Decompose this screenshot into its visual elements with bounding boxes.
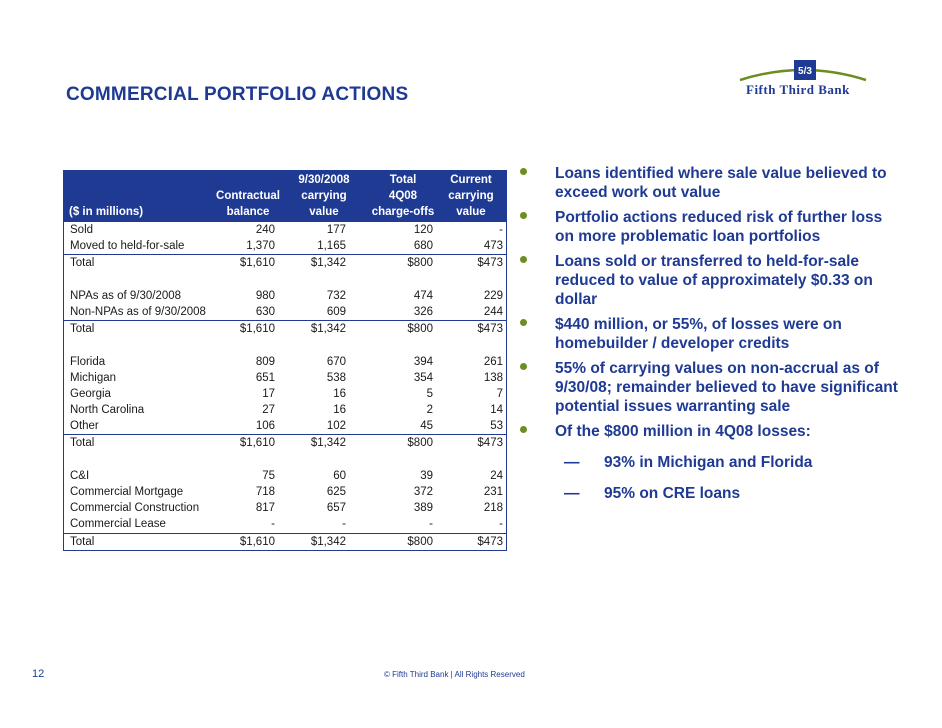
cell-value: $1,342 [310, 437, 346, 450]
table-total-row [63, 434, 507, 451]
bullet-dot-icon [520, 363, 527, 370]
cell-value: 1,165 [317, 240, 346, 253]
cell-value: 106 [255, 420, 275, 433]
table-row [63, 370, 507, 386]
bullet-text: Loans identified where sale value believed to exceed work out value [555, 165, 887, 201]
cell-value: 60 [333, 469, 346, 482]
bullet-dot-icon [520, 256, 527, 263]
bullet-dot-icon [520, 168, 527, 175]
row-label: Commercial Lease [70, 518, 166, 531]
header-units: ($ in millions) [69, 206, 144, 218]
cell-value: $800 [407, 323, 433, 336]
table-total-row [63, 320, 507, 337]
row-label: Florida [70, 355, 106, 368]
cell-value: 473 [483, 240, 503, 253]
cell-value: - [342, 518, 346, 531]
table-row [63, 500, 507, 516]
header-c1-l2: Contractual [216, 190, 280, 202]
cell-value: 244 [483, 305, 503, 318]
cell-value: 538 [326, 371, 346, 384]
cell-value: $1,610 [239, 257, 275, 270]
row-label: Total [70, 257, 95, 270]
table-row [63, 402, 507, 418]
cell-value: 16 [333, 404, 346, 417]
bullet-text: Portfolio actions reduced risk of further loss on more problematic loan portfolios [555, 209, 883, 245]
table-row [63, 516, 507, 532]
cell-value: $1,610 [239, 323, 275, 336]
bullet-item [520, 252, 900, 309]
table-row [63, 354, 507, 370]
logo-mark: 5/3 [798, 66, 812, 77]
table-row [63, 484, 507, 500]
bullet-text: 55% of carrying values on non-accrual as of 9/30/08; remainder believed to have significant potential issues warranting sale [555, 360, 898, 415]
cell-value: $800 [407, 437, 433, 450]
cell-value: 474 [413, 289, 433, 302]
sub-bullet-item [520, 453, 900, 472]
portfolio-table [63, 170, 507, 551]
bullet-item [520, 315, 900, 353]
cell-value: $1,610 [239, 535, 275, 548]
header-c1-l3: balance [226, 206, 270, 218]
table-row [63, 304, 507, 320]
cell-value: 120 [413, 224, 433, 236]
table-row [63, 288, 507, 304]
cell-value: 17 [262, 387, 275, 400]
cell-value: 16 [333, 387, 346, 400]
cell-value: 670 [326, 355, 346, 368]
header-c4-l3: value [456, 206, 486, 218]
cell-value: 218 [483, 502, 503, 515]
cell-value: $473 [477, 535, 503, 548]
cell-value: 651 [255, 371, 275, 384]
cell-value: - [429, 518, 433, 531]
cell-value: $473 [477, 437, 503, 450]
bullet-dot-icon [520, 426, 527, 433]
header-c2-l2: carrying [301, 190, 347, 202]
cell-value: 177 [326, 224, 346, 236]
cell-value: 389 [413, 502, 433, 515]
cell-value: 817 [255, 502, 275, 515]
dash-icon: — [564, 485, 580, 502]
table-row [63, 418, 507, 434]
cell-value: 609 [326, 305, 346, 318]
cell-value: 45 [420, 420, 433, 433]
cell-value: - [271, 518, 275, 531]
row-label: Commercial Mortgage [70, 486, 184, 498]
row-label: Total [70, 323, 95, 336]
header-c3-l3: charge-offs [371, 206, 435, 218]
row-label: Total [70, 437, 95, 450]
row-label: Sold [70, 224, 94, 236]
header-c2-l3: value [309, 206, 339, 218]
cell-value: 980 [255, 289, 275, 302]
page-title: COMMERCIAL PORTFOLIO ACTIONS [66, 84, 409, 105]
table-spacer [63, 337, 507, 353]
cell-value: $473 [477, 257, 503, 270]
cell-value: 7 [496, 387, 503, 400]
row-label: Michigan [70, 371, 117, 384]
bullet-text: $440 million, or 55%, of losses were on homebuilder / developer credits [555, 316, 842, 352]
row-label: C&I [70, 469, 90, 482]
bullet-item [520, 208, 900, 246]
cell-value: 394 [413, 355, 433, 368]
row-label: Georgia [70, 387, 111, 400]
cell-value: 630 [255, 305, 275, 318]
dash-icon: — [564, 454, 580, 471]
cell-value: $800 [407, 257, 433, 270]
cell-value: 53 [490, 420, 503, 433]
cell-value: 229 [483, 289, 503, 302]
cell-value: 261 [483, 355, 503, 368]
sub-bullet-text: 93% in Michigan and Florida [604, 454, 813, 471]
cell-value: $1,342 [310, 323, 346, 336]
cell-value: 138 [483, 371, 503, 384]
row-label: North Carolina [70, 404, 145, 417]
page-number: 12 [32, 668, 45, 680]
bullet-list [520, 164, 900, 515]
header-c4-l1: Current [450, 174, 492, 186]
cell-value: 14 [490, 404, 503, 417]
cell-value: $1,342 [310, 535, 346, 548]
cell-value: 240 [255, 224, 275, 236]
cell-value: $800 [407, 535, 433, 548]
cell-value: 39 [420, 469, 433, 482]
table-body [63, 222, 507, 551]
cell-value: 732 [326, 289, 346, 302]
table-total-row [63, 533, 507, 551]
row-label: Moved to held-for-sale [70, 240, 185, 253]
bullet-text: Loans sold or transferred to held-for-sale reduced to value of approximately $0.33 on dollar [555, 253, 873, 308]
table-total-row [63, 254, 507, 271]
header-c3-l1: Total [389, 174, 417, 186]
header-c3-l2: 4Q08 [388, 190, 418, 202]
cell-value: 809 [255, 355, 275, 368]
table-spacer [63, 272, 507, 288]
cell-value: 5 [426, 387, 433, 400]
bullet-item [520, 164, 900, 202]
cell-value: 354 [413, 371, 433, 384]
cell-value: 75 [262, 469, 275, 482]
table-row [63, 468, 507, 484]
row-label: Total [70, 535, 95, 548]
row-label: Commercial Construction [70, 502, 200, 515]
cell-value: 657 [326, 502, 346, 515]
cell-value: 2 [426, 404, 433, 417]
cell-value: 27 [262, 404, 275, 417]
row-label: Other [70, 420, 99, 433]
cell-value: 102 [326, 420, 346, 433]
table-row [63, 386, 507, 402]
bullet-text: Of the $800 million in 4Q08 losses: [555, 423, 811, 440]
table-header [63, 170, 507, 222]
bullet-item [520, 422, 900, 441]
cell-value: 625 [326, 486, 346, 498]
cell-value: - [499, 224, 503, 236]
cell-value: - [499, 518, 503, 531]
cell-value: 231 [483, 486, 503, 498]
footer-copyright: © Fifth Third Bank | All Rights Reserved [384, 670, 525, 679]
sub-bullet-item [520, 484, 900, 503]
cell-value: $1,342 [310, 257, 346, 270]
cell-value: 1,370 [246, 240, 275, 253]
logo-text: Fifth Third Bank [746, 82, 850, 97]
cell-value: 326 [413, 305, 433, 318]
cell-value: 24 [490, 469, 503, 482]
bullet-dot-icon [520, 319, 527, 326]
cell-value: 372 [413, 486, 433, 498]
sub-bullet-text: 95% on CRE loans [604, 485, 741, 502]
row-label: NPAs as of 9/30/2008 [70, 289, 182, 302]
bullet-dot-icon [520, 212, 527, 219]
cell-value: $473 [477, 323, 503, 336]
cell-value: 680 [413, 240, 433, 253]
cell-value: 718 [255, 486, 275, 498]
row-label: Non-NPAs as of 9/30/2008 [70, 305, 206, 318]
table-row [63, 238, 507, 254]
header-c2-l1: 9/30/2008 [298, 174, 350, 186]
cell-value: $1,610 [239, 437, 275, 450]
table-spacer [63, 452, 507, 468]
header-c4-l2: carrying [448, 190, 494, 202]
bullet-item [520, 359, 900, 416]
table-row [63, 222, 507, 238]
